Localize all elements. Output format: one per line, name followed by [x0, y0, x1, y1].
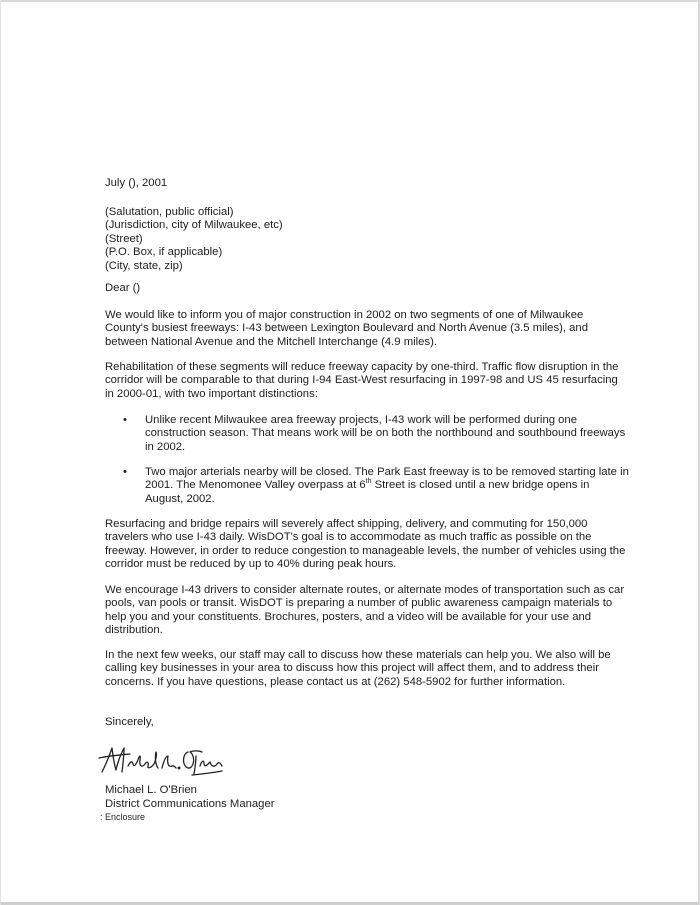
- bullet-item: [105, 414, 630, 454]
- address-line: (P.O. Box, if applicable): [105, 246, 223, 259]
- letter-date: July (), 2001: [105, 177, 168, 189]
- bullet-text: [145, 466, 629, 505]
- signer-name: Michael L. O'Brien: [105, 784, 197, 796]
- body-paragraph: We encourage I-43 drivers to consider alternate routes, or alternate modes of transportation such as car pools, van pools or transit. WisDOT is preparing a number of public awareness campaign materials to help you and your constituents. Brochures, posters, and a video will be available for your use and distribution.: [105, 584, 625, 637]
- signer-title: District Communications Manager: [105, 798, 275, 810]
- body-paragraph: Resurfacing and bridge repairs will severely affect shipping, delivery, and commuting for 150,000 travelers who use I-43 daily. WisDOT's goal is to accommodate as much traffic as possible on the freeway. However, in order to reduce congestion to manageable levels, the number of vehicles using the corridor must be reduced by up to 40% during peak hours.: [105, 518, 626, 571]
- bullet-list: [105, 466, 630, 506]
- recipient-address-block: [105, 206, 627, 273]
- bullet-dot: •: [123, 414, 127, 426]
- closing: Sincerely,: [105, 716, 154, 728]
- body-paragraph: We would like to inform you of major construction in 2002 on two segments of one of Milwaukee County's busiest freeways: I-43 between Lexington Boulevard and North Avenue (3.5 miles), and between National Avenue and the Mitchell Interchange (4.9 miles).: [105, 309, 588, 348]
- bullet-text-part: Two major arterials nearby will be closed. The Park East freeway is to be removed starting late in 2001. The Menomonee Valley overpass at 6: [145, 466, 629, 492]
- scan-border-left: [0, 0, 1, 905]
- address-line: (Jurisdiction, city of Milwaukee, etc): [105, 219, 283, 232]
- address-line: (City, state, zip): [105, 259, 183, 272]
- bullet-dot: •: [123, 466, 127, 478]
- handwritten-signature: [96, 742, 226, 778]
- ordinal-suffix: th: [365, 477, 372, 485]
- bullet-list: [105, 414, 630, 454]
- body-paragraph: Rehabilitation of these segments will reduce freeway capacity by one-third. Traffic flow disruption in the corridor will be comparable to that during I-94 East-West resurfacing in 1997-98 and US 45 resurfacing in 2000-01, with two important distinctions:: [105, 361, 619, 400]
- bullet-text: Unlike recent Milwaukee area freeway projects, I-43 work will be performed during one construction season. That means work will be on both the northbound and southbound freeways in 2002.: [145, 414, 626, 453]
- address-line: (Street): [105, 232, 143, 245]
- address-line: (Salutation, public official): [105, 206, 234, 218]
- bullet-item: [105, 466, 630, 506]
- salutation: Dear (): [105, 282, 141, 294]
- body-paragraph: In the next few weeks, our staff may call to discuss how these materials can help you. We also will be calling key businesses in your area to discuss how this project will affect them, and to address their concerns. If you have questions, please contact us at (262) 548-5902 for further information.: [105, 649, 611, 688]
- enclosure-note: : Enclosure: [100, 812, 146, 822]
- bullet-text-part: Street is closed until a new bridge opens in August, 2002.: [145, 479, 590, 505]
- scan-border-top: [0, 0, 700, 2]
